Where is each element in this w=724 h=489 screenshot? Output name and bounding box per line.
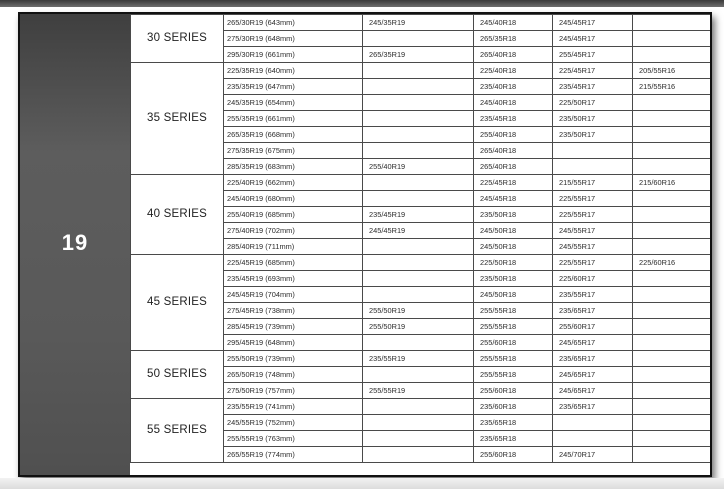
size-cell: 295/30R19 (661mm)	[224, 47, 363, 63]
alternative-size-cell	[363, 367, 474, 383]
alternative-size-cell	[633, 31, 711, 47]
alternative-size-cell	[633, 159, 711, 175]
alternative-size-cell: 265/35R19	[363, 47, 474, 63]
size-cell: 225/45R19 (685mm)	[224, 255, 363, 271]
alternative-size-cell	[633, 287, 711, 303]
table-row	[131, 351, 711, 367]
table-row	[131, 175, 711, 191]
alternative-size-cell	[363, 63, 474, 79]
alternative-size-cell: 255/50R19	[363, 303, 474, 319]
table-row	[131, 15, 711, 31]
series-label: 30 SERIES	[131, 15, 224, 63]
alternative-size-cell: 215/55R16	[633, 79, 711, 95]
alternative-size-cell	[363, 399, 474, 415]
alternative-size-cell: 255/60R18	[474, 383, 553, 399]
alternative-size-cell: 255/60R18	[474, 447, 553, 463]
alternative-size-cell: 235/55R19	[363, 351, 474, 367]
size-cell: 255/50R19 (739mm)	[224, 351, 363, 367]
size-cell: 295/45R19 (648mm)	[224, 335, 363, 351]
alternative-size-cell	[633, 351, 711, 367]
alternative-size-cell: 225/60R17	[553, 271, 633, 287]
alternative-size-cell	[363, 95, 474, 111]
alternative-size-cell	[633, 127, 711, 143]
alternative-size-cell: 245/70R17	[553, 447, 633, 463]
alternative-size-cell: 255/60R18	[474, 335, 553, 351]
size-cell: 225/35R19 (640mm)	[224, 63, 363, 79]
alternative-size-cell	[363, 271, 474, 287]
size-cell: 275/40R19 (702mm)	[224, 223, 363, 239]
alternative-size-cell: 245/40R18	[474, 95, 553, 111]
alternative-size-cell	[363, 31, 474, 47]
size-cell: 245/35R19 (654mm)	[224, 95, 363, 111]
alternative-size-cell: 235/65R17	[553, 399, 633, 415]
series-label: 40 SERIES	[131, 175, 224, 255]
alternative-size-cell	[633, 191, 711, 207]
alternative-size-cell: 235/65R18	[474, 431, 553, 447]
alternative-size-cell: 235/50R17	[553, 127, 633, 143]
alternative-size-cell: 235/65R17	[553, 303, 633, 319]
size-cell: 285/35R19 (683mm)	[224, 159, 363, 175]
table-row	[131, 399, 711, 415]
size-cell: 255/35R19 (661mm)	[224, 111, 363, 127]
size-cell: 285/45R19 (739mm)	[224, 319, 363, 335]
size-cell: 265/35R19 (668mm)	[224, 127, 363, 143]
alternative-size-cell: 245/40R18	[474, 15, 553, 31]
alternative-size-cell	[633, 271, 711, 287]
size-cell: 275/35R19 (675mm)	[224, 143, 363, 159]
alternative-size-cell	[633, 15, 711, 31]
size-cell: 275/30R19 (648mm)	[224, 31, 363, 47]
alternative-size-cell: 225/55R17	[553, 191, 633, 207]
alternative-size-cell: 235/50R18	[474, 207, 553, 223]
alternative-size-cell: 245/45R18	[474, 191, 553, 207]
alternative-size-cell: 255/55R18	[474, 319, 553, 335]
size-cell: 265/55R19 (774mm)	[224, 447, 363, 463]
size-cell: 245/40R19 (680mm)	[224, 191, 363, 207]
alternative-size-cell	[363, 415, 474, 431]
size-cell: 255/55R19 (763mm)	[224, 431, 363, 447]
alternative-size-cell	[363, 239, 474, 255]
alternative-size-cell: 245/45R17	[553, 15, 633, 31]
alternative-size-cell	[633, 95, 711, 111]
alternative-size-cell: 245/50R18	[474, 223, 553, 239]
size-cell: 265/50R19 (748mm)	[224, 367, 363, 383]
alternative-size-cell	[633, 303, 711, 319]
alternative-size-cell: 245/65R17	[553, 367, 633, 383]
alternative-size-cell: 225/45R17	[553, 63, 633, 79]
alternative-size-cell: 255/40R18	[474, 127, 553, 143]
alternative-size-cell	[633, 111, 711, 127]
series-label: 55 SERIES	[131, 399, 224, 463]
top-bar	[0, 0, 724, 7]
alternative-size-cell: 235/60R18	[474, 399, 553, 415]
alternative-size-cell	[553, 159, 633, 175]
alternative-size-cell	[633, 367, 711, 383]
alternative-size-cell	[633, 143, 711, 159]
alternative-size-cell	[633, 399, 711, 415]
alternative-size-cell	[553, 415, 633, 431]
alternative-size-cell: 255/40R19	[363, 159, 474, 175]
alternative-size-cell	[363, 255, 474, 271]
alternative-size-cell: 265/40R18	[474, 47, 553, 63]
size-cell: 255/40R19 (685mm)	[224, 207, 363, 223]
alternative-size-cell: 265/35R18	[474, 31, 553, 47]
alternative-size-cell: 245/65R17	[553, 383, 633, 399]
bottom-bar	[0, 478, 724, 489]
alternative-size-cell: 225/50R17	[553, 95, 633, 111]
alternative-size-cell: 225/55R17	[553, 207, 633, 223]
alternative-size-cell: 255/55R19	[363, 383, 474, 399]
size-cell: 235/35R19 (647mm)	[224, 79, 363, 95]
alternative-size-cell: 255/55R18	[474, 351, 553, 367]
table-row	[131, 255, 711, 271]
alternative-size-cell: 235/45R19	[363, 207, 474, 223]
alternative-size-cell: 235/45R18	[474, 111, 553, 127]
rim-size-label: 19	[61, 230, 89, 255]
alternative-size-cell: 235/50R18	[474, 271, 553, 287]
alternative-size-cell: 235/40R18	[474, 79, 553, 95]
series-label: 45 SERIES	[131, 255, 224, 351]
alternative-size-cell	[363, 287, 474, 303]
alternative-size-cell: 255/50R19	[363, 319, 474, 335]
alternative-size-cell: 255/60R17	[553, 319, 633, 335]
alternative-size-cell	[363, 127, 474, 143]
size-cell: 245/45R19 (704mm)	[224, 287, 363, 303]
alternative-size-cell	[363, 431, 474, 447]
alternative-size-cell	[553, 431, 633, 447]
alternative-size-cell: 255/55R18	[474, 367, 553, 383]
size-table	[130, 14, 711, 463]
alternative-size-cell	[363, 335, 474, 351]
alternative-size-cell: 235/65R18	[474, 415, 553, 431]
alternative-size-cell	[633, 223, 711, 239]
alternative-size-cell: 245/45R19	[363, 223, 474, 239]
alternative-size-cell: 225/45R18	[474, 175, 553, 191]
alternative-size-cell	[553, 143, 633, 159]
size-table-body	[131, 15, 711, 463]
alternative-size-cell: 205/55R16	[633, 63, 711, 79]
alternative-size-cell: 245/35R19	[363, 15, 474, 31]
alternative-size-cell: 245/45R17	[553, 31, 633, 47]
series-label: 35 SERIES	[131, 63, 224, 175]
alternative-size-cell	[363, 447, 474, 463]
alternative-size-cell	[363, 143, 474, 159]
size-cell: 265/30R19 (643mm)	[224, 15, 363, 31]
alternative-size-cell	[633, 319, 711, 335]
alternative-size-cell	[633, 383, 711, 399]
alternative-size-cell: 215/55R17	[553, 175, 633, 191]
alternative-size-cell: 235/50R17	[553, 111, 633, 127]
alternative-size-cell	[633, 207, 711, 223]
alternative-size-cell	[633, 47, 711, 63]
alternative-size-cell	[363, 175, 474, 191]
alternative-size-cell	[633, 335, 711, 351]
alternative-size-cell: 265/40R18	[474, 143, 553, 159]
size-cell: 285/40R19 (711mm)	[224, 239, 363, 255]
alternative-size-cell: 235/55R17	[553, 287, 633, 303]
alternative-size-cell	[363, 79, 474, 95]
size-cell: 275/50R19 (757mm)	[224, 383, 363, 399]
alternative-size-cell: 245/55R17	[553, 223, 633, 239]
alternative-size-cell: 235/45R17	[553, 79, 633, 95]
size-cell: 245/55R19 (752mm)	[224, 415, 363, 431]
alternative-size-cell: 245/65R17	[553, 335, 633, 351]
alternative-size-cell	[633, 415, 711, 431]
alternative-size-cell: 225/50R18	[474, 255, 553, 271]
rim-size-panel	[20, 14, 130, 475]
alternative-size-cell: 245/50R18	[474, 239, 553, 255]
table-row	[131, 63, 711, 79]
size-cell: 235/45R19 (693mm)	[224, 271, 363, 287]
alternative-size-cell: 265/40R18	[474, 159, 553, 175]
alternative-size-cell	[363, 111, 474, 127]
alternative-size-cell: 255/45R17	[553, 47, 633, 63]
series-label: 50 SERIES	[131, 351, 224, 399]
alternative-size-cell	[633, 447, 711, 463]
alternative-size-cell: 225/55R17	[553, 255, 633, 271]
alternative-size-cell	[633, 431, 711, 447]
alternative-size-cell: 245/50R18	[474, 287, 553, 303]
size-cell: 235/55R19 (741mm)	[224, 399, 363, 415]
alternative-size-cell	[633, 239, 711, 255]
tyre-size-chart	[18, 12, 712, 477]
size-cell: 225/40R19 (662mm)	[224, 175, 363, 191]
alternative-size-cell: 255/55R18	[474, 303, 553, 319]
alternative-size-cell: 245/55R17	[553, 239, 633, 255]
alternative-size-cell: 235/65R17	[553, 351, 633, 367]
alternative-size-cell: 225/60R16	[633, 255, 711, 271]
alternative-size-cell: 215/60R16	[633, 175, 711, 191]
size-cell: 275/45R19 (738mm)	[224, 303, 363, 319]
alternative-size-cell	[363, 191, 474, 207]
alternative-size-cell: 225/40R18	[474, 63, 553, 79]
